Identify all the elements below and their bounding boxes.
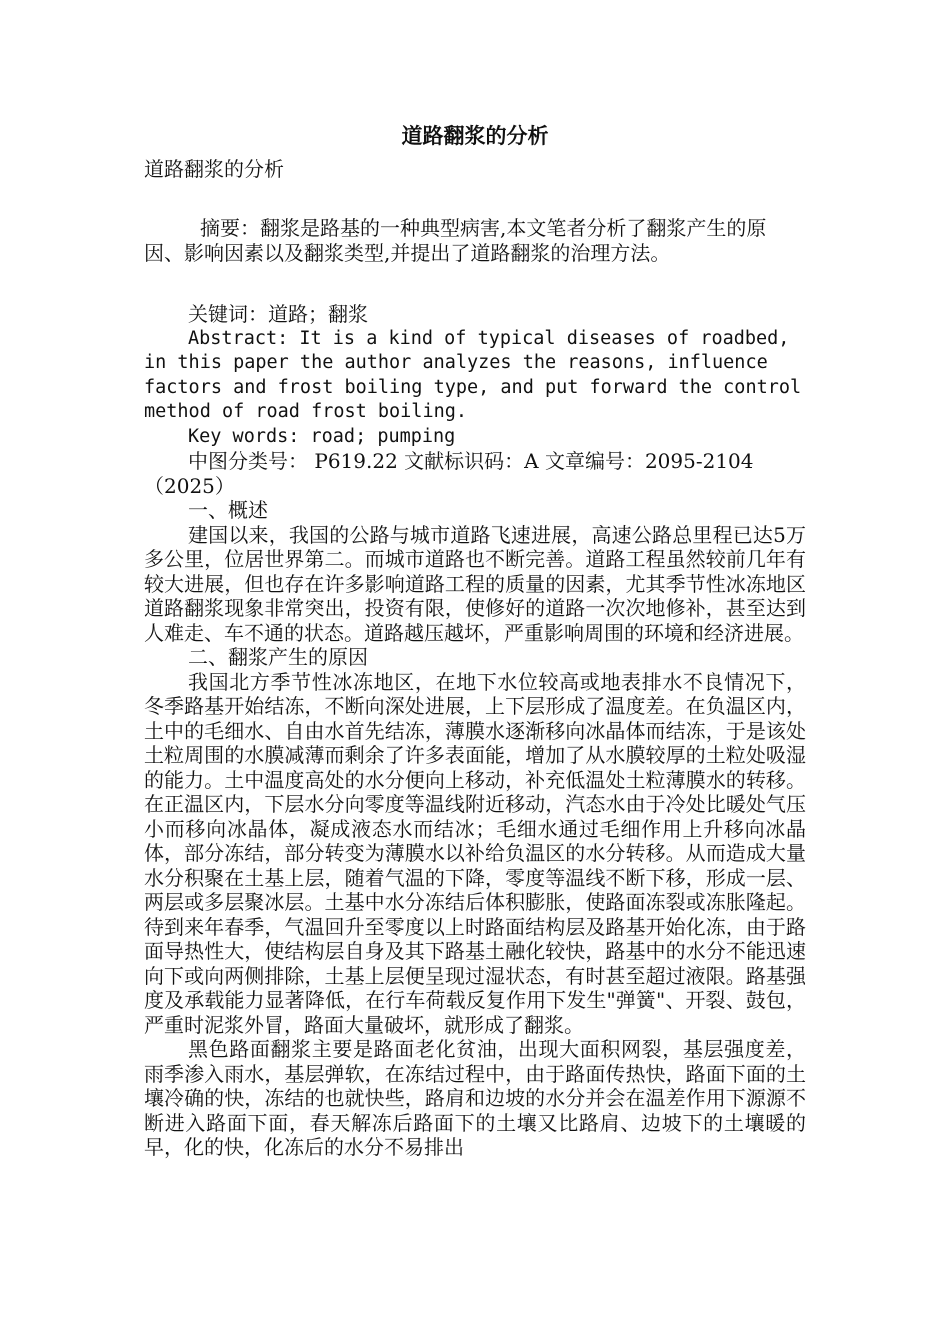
classification-line: 中图分类号： P619.22 文献标识码：A 文章编号：2095-2104（2025）: [144, 449, 754, 498]
keywords-chinese: 关键词：道路；翻浆: [188, 302, 368, 326]
keywords-english: Key words: road; pumping: [188, 425, 456, 447]
section-heading-causes: 二、翻浆产生的原因: [188, 645, 368, 669]
causes-paragraph-2: 黑色路面翻浆主要是路面老化贫油，出现大面积网裂，基层强度差，雨季渗入雨水，基层弹软，在冻结过程中，由于路面传热快，路面下面的土壤冷确的快，冻结的也就快些，路肩和边坡的水分并会在温差作用下源源不断进入路面下面，春天解冻后路面下的土壤又比路肩、边坡下的土壤暖的早，化的快，化冻后的水分不易排出: [144, 1037, 806, 1159]
document-subtitle: 道路翻浆的分析: [144, 157, 284, 181]
abstract-english: Abstract: It is a kind of typical diseases of roadbed, in this paper the author analyzes the reasons, influence factors and frost boiling type, and put forward the control method of road frost boiling.: [144, 327, 802, 422]
causes-paragraph-1: 我国北方季节性冰冻地区，在地下水位较高或地表排水不良情况下，冬季路基开始结冻，不断向深处进展，上下层形成了温度差。在负温区内，土中的毛细水、自由水首先结冻，薄膜水逐渐移向冰晶体而结冻，于是该处土粒周围的水膜减薄而剩余了许多表面能，增加了从水膜较厚的土粒处吸湿的能力。土中温度高处的水分便向上移动，补充低温处土粒薄膜水的转移。在正温区内，下层水分向零度等温线附近移动，汽态水由于冷处比暖处气压小而移向冰晶体，凝成液态水而结冰；毛细水通过毛细作用上升移向冰晶体，部分冻结，部分转变为薄膜水以补给负温区的水分转移。从而造成大量水分积聚在土基上层，随着气温的下降，零度等温线不断下移，形成一层、两层或多层聚冰层。土基中水分冻结后体积膨胀，使路面冻裂或冻胀隆起。待到来年春季，气温回升至零度以上时路面结构层及路基开始化冻，由于路面导热性大，使结构层自身及其下路基土融化较快，路基中的水分不能迅速向下或向两侧排除，土基上层便呈现过湿状态，有时甚至超过液限。路基强度及承载能力显著降低，在行车荷载反复作用下发生"弹簧"、开裂、鼓包，严重时泥浆外冒，路面大量破坏，就形成了翻浆。: [144, 669, 806, 1037]
overview-paragraph: 建国以来，我国的公路与城市道路飞速进展，高速公路总里程已达5万多公里，位居世界第二。而城市道路也不断完善。道路工程虽然较前几年有较大进展，但也存在许多影响道路工程的质量的因素，尤其季节性冰冻地区道路翻浆现象非常突出，投资有限，使修好的道路一次次地修补，甚至达到人难走、车不通的状态。道路越压越坏，严重影响周围的环境和经济进展。: [144, 522, 806, 645]
abstract-chinese: 摘要：翻浆是路基的一种典型病害,本文笔者分析了翻浆产生的原因、影响因素以及翻浆类型,并提出了道路翻浆的治理方法。: [144, 216, 767, 265]
document-title: 道路翻浆的分析: [401, 123, 549, 148]
document-page: [144, 118, 806, 1160]
section-heading-overview: 一、概述: [188, 498, 268, 522]
